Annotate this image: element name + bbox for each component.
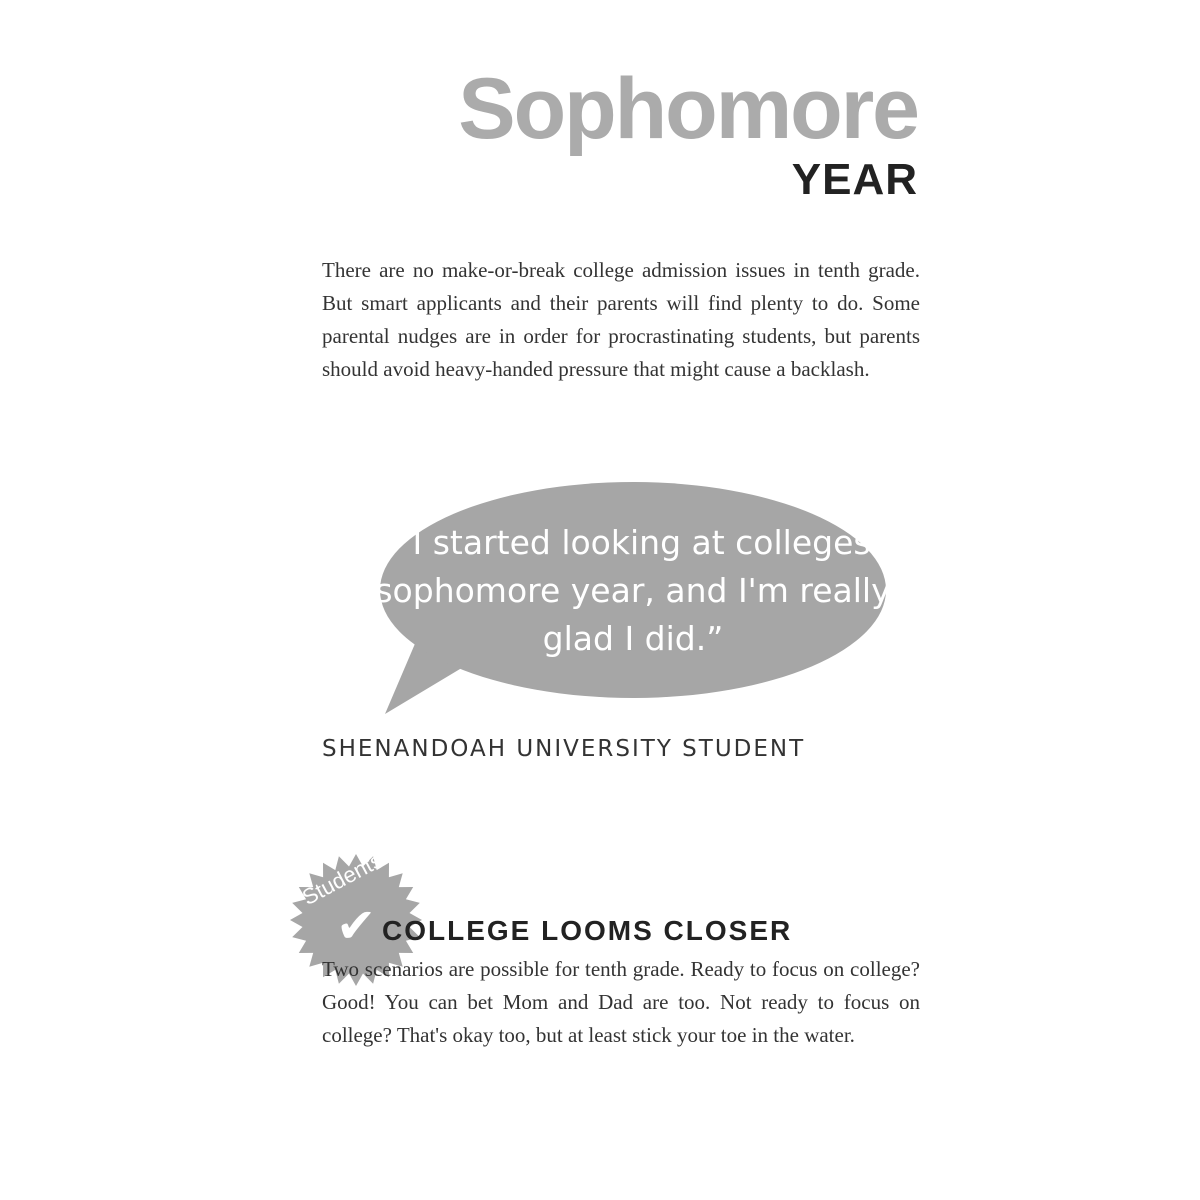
section-body: Two scenarios are possible for tenth grade. Ready to focus on college? Good! You can bet Mom and Dad are too. Not ready to focus on college? That's okay too, but at least stick your toe in the water. [322, 957, 920, 1047]
section-heading: COLLEGE LOOMS CLOSER [382, 915, 793, 946]
quote-attribution: SHENANDOAH UNIVERSITY STUDENT [322, 736, 806, 762]
quote-text: “I started looking at colleges sophomore year, and I'm really glad I did.” [375, 523, 891, 658]
chapter-subtitle: YEAR [791, 155, 918, 204]
badge-label: Students [298, 847, 387, 911]
intro-paragraph: There are no make-or-break college admission issues in tenth grade. But smart applicants and their parents will find plenty to do. Some parental nudges are in order for procrastinating students, but parents should avoid heavy-handed pressure that might cause a backlash. [322, 258, 920, 381]
checkmark-icon: ✔ [336, 898, 377, 954]
chapter-title: Sophomore [458, 61, 918, 157]
